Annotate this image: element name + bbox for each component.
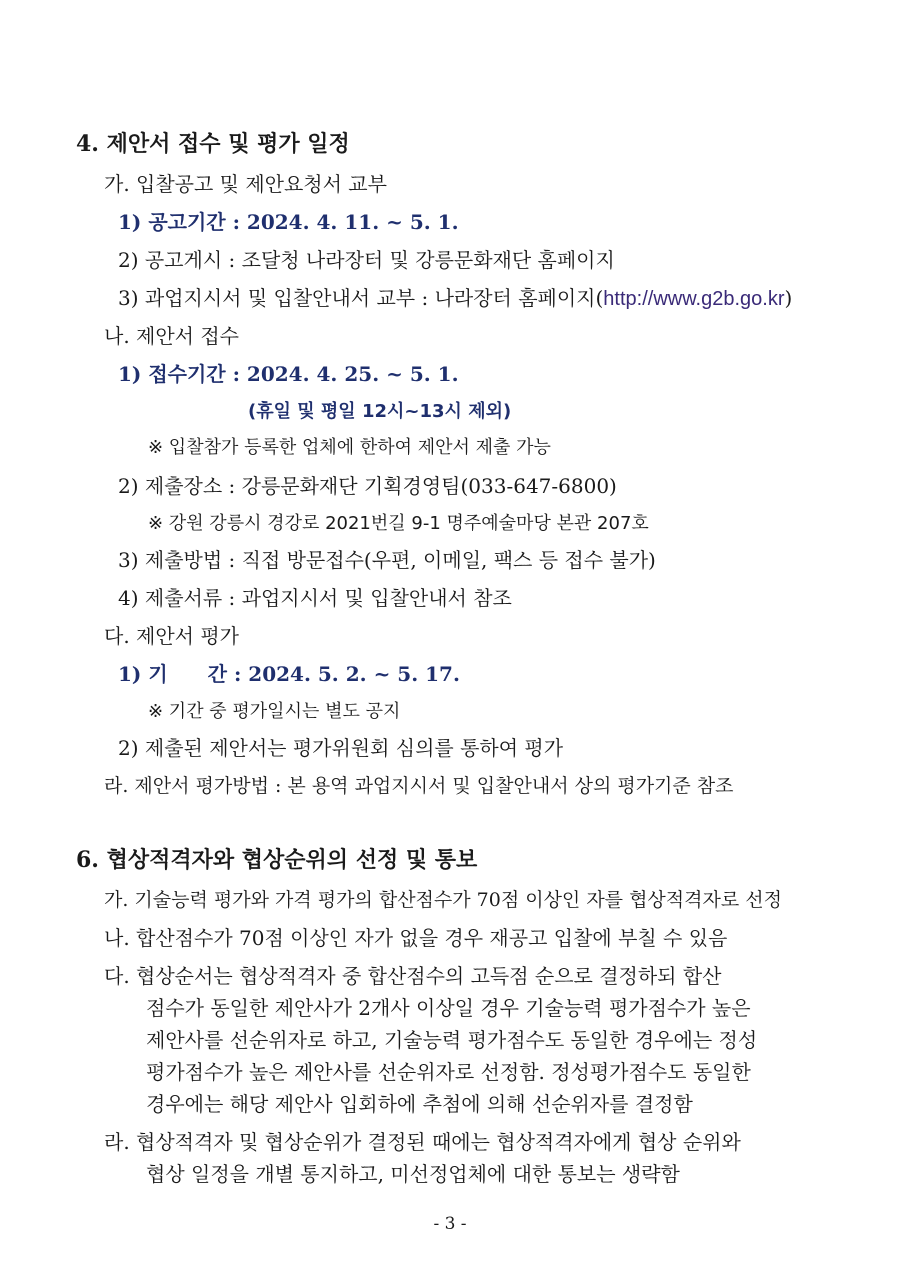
announcement-period: 1) 공고기간 : 2024. 4. 11. ~ 5. 1. bbox=[118, 210, 459, 234]
document-distribution-text: 3) 과업지시서 및 입찰안내서 교부 : 나라장터 홈페이지( bbox=[118, 286, 604, 310]
submission-eligibility-note: ※ 입찰참가 등록한 업체에 한하여 제안서 제출 가능 bbox=[148, 437, 551, 458]
section6-da-line: 평가점수가 높은 제안사를 선순위자로 선정함. 정성평가점수도 동일한 bbox=[146, 1060, 751, 1084]
section4-title: 4. 제안서 접수 및 평가 일정 bbox=[76, 131, 350, 157]
submission-place: 2) 제출장소 : 강릉문화재단 기획경영팀(033-647-6800) bbox=[118, 474, 617, 498]
section6-da-line: 점수가 동일한 제안사가 2개사 이상일 경우 기술능력 평가점수가 높은 bbox=[146, 996, 751, 1020]
submission-period: 1) 접수기간 : 2024. 4. 25. ~ 5. 1. bbox=[118, 362, 459, 386]
submission-method: 3) 제출방법 : 직접 방문접수(우편, 이메일, 팩스 등 접수 불가) bbox=[118, 548, 656, 572]
section6-title: 6. 협상적격자와 협상순위의 선정 및 통보 bbox=[76, 847, 478, 873]
document-distribution-close: ) bbox=[784, 286, 793, 310]
section6-da-line: 다. 협상순서는 협상적격자 중 합산점수의 고득점 순으로 결정하되 합산 bbox=[104, 964, 722, 988]
g2b-link[interactable]: http://www.g2b.go.kr bbox=[603, 288, 785, 310]
section6-na: 나. 합산점수가 70점 이상인 자가 없을 경우 재공고 입찰에 부칠 수 있음 bbox=[104, 926, 728, 950]
section6-da-line: 경우에는 해당 제안사 입회하에 추첨에 의해 선순위자를 결정함 bbox=[146, 1092, 693, 1116]
evaluation-committee: 2) 제출된 제안서는 평가위원회 심의를 통하여 평가 bbox=[118, 736, 564, 760]
submission-documents: 4) 제출서류 : 과업지시서 및 입찰안내서 참조 bbox=[118, 586, 512, 610]
evaluation-period: 1) 기 간 : 2024. 5. 2. ~ 5. 17. bbox=[118, 662, 460, 686]
submission-address-note: ※ 강원 강릉시 경강로 2021번길 9-1 명주예술마당 본관 207호 bbox=[148, 513, 649, 534]
document-distribution bbox=[118, 284, 792, 313]
page-number: - 3 - bbox=[433, 1214, 467, 1234]
section6-da-line: 제안사를 선순위자로 하고, 기술능력 평가점수도 동일한 경우에는 정성 bbox=[146, 1028, 758, 1052]
section4-na-label: 나. 제안서 접수 bbox=[104, 324, 239, 348]
submission-period-note: (휴일 및 평일 12시~13시 제외) bbox=[248, 401, 512, 422]
announcement-posting: 2) 공고게시 : 조달청 나라장터 및 강릉문화재단 홈페이지 bbox=[118, 248, 615, 272]
evaluation-date-note: ※ 기간 중 평가일시는 별도 공지 bbox=[148, 701, 401, 722]
section6-ra-line: 협상 일정을 개별 통지하고, 미선정업체에 대한 통보는 생략함 bbox=[146, 1162, 680, 1186]
section4-da-label: 다. 제안서 평가 bbox=[104, 624, 239, 648]
section4-ga-label: 가. 입찰공고 및 제안요청서 교부 bbox=[104, 172, 387, 196]
section6-ga: 가. 기술능력 평가와 가격 평가의 합산점수가 70점 이상인 자를 협상적격자로 선정 bbox=[104, 889, 782, 911]
section6-ra-line: 라. 협상적격자 및 협상순위가 결정된 때에는 협상적격자에게 협상 순위와 bbox=[104, 1130, 741, 1154]
evaluation-method: 라. 제안서 평가방법 : 본 용역 과업지시서 및 입찰안내서 상의 평가기준 참조 bbox=[104, 775, 734, 797]
